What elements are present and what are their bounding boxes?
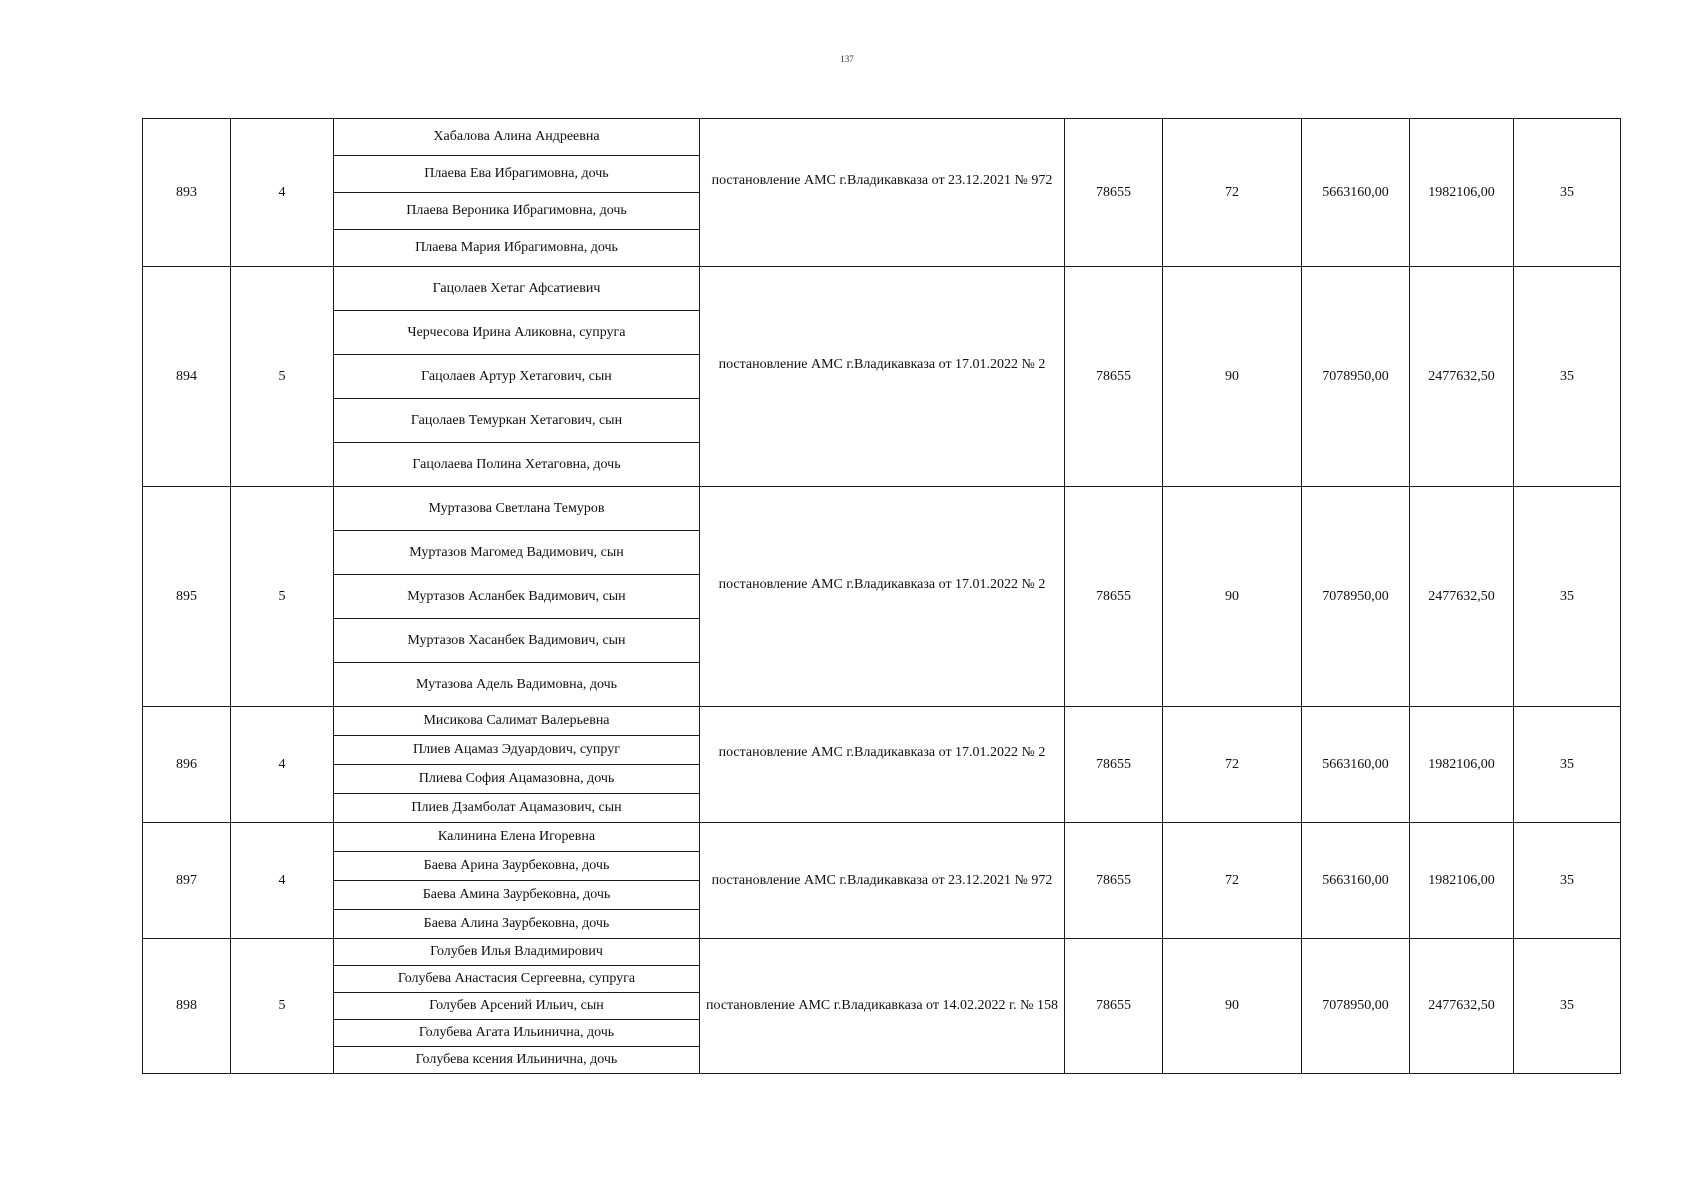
percent-value: 35 bbox=[1514, 823, 1621, 939]
member-name: Черчесова Ирина Аликовна, супруга bbox=[334, 311, 700, 355]
area-value: 72 bbox=[1163, 823, 1302, 939]
member-name: Голубев Арсений Ильич, сын bbox=[334, 993, 700, 1020]
record-number: 895 bbox=[143, 487, 231, 707]
decree-reference: постановление АМС г.Владикавказа от 23.12.2021 № 972 bbox=[700, 823, 1065, 939]
member-name: Голубева ксения Ильинична, дочь bbox=[334, 1047, 700, 1074]
table-row bbox=[143, 707, 1621, 736]
member-name: Голубева Агата Ильинична, дочь bbox=[334, 1020, 700, 1047]
payment-value: 1982106,00 bbox=[1410, 707, 1514, 823]
member-name: Голубева Анастасия Сергеевна, супруга bbox=[334, 966, 700, 993]
percent-value: 35 bbox=[1514, 119, 1621, 267]
member-name: Мутазова Адель Вадимовна, дочь bbox=[334, 663, 700, 707]
table-row bbox=[143, 823, 1621, 852]
payment-value: 1982106,00 bbox=[1410, 823, 1514, 939]
decree-reference: постановление АМС г.Владикавказа от 14.02.2022 г. № 158 bbox=[700, 939, 1065, 1074]
table-row bbox=[143, 119, 1621, 156]
cost-value: 5663160,00 bbox=[1302, 707, 1410, 823]
member-name: Плиев Ацамаз Эдуардович, супруг bbox=[334, 736, 700, 765]
member-name: Хабалова Алина Андреевна bbox=[334, 119, 700, 156]
decree-reference: постановление АМС г.Владикавказа от 17.01.2022 № 2 bbox=[700, 707, 1065, 823]
decree-reference: постановление АМС г.Владикавказа от 23.12.2021 № 972 bbox=[700, 119, 1065, 267]
member-name: Плиев Дзамболат Ацамазович, сын bbox=[334, 794, 700, 823]
member-name: Плаева Вероника Ибрагимовна, дочь bbox=[334, 193, 700, 230]
member-name: Баева Арина Заурбековна, дочь bbox=[334, 852, 700, 881]
member-name: Гацолаева Полина Хетаговна, дочь bbox=[334, 443, 700, 487]
registry-table bbox=[142, 118, 1621, 1074]
norm-value: 78655 bbox=[1065, 823, 1163, 939]
member-name: Гацолаев Темуркан Хетагович, сын bbox=[334, 399, 700, 443]
decree-reference: постановление АМС г.Владикавказа от 17.01.2022 № 2 bbox=[700, 487, 1065, 707]
member-name: Плиева София Ацамазовна, дочь bbox=[334, 765, 700, 794]
family-size: 4 bbox=[231, 119, 334, 267]
norm-value: 78655 bbox=[1065, 267, 1163, 487]
member-name: Муртазов Магомед Вадимович, сын bbox=[334, 531, 700, 575]
cost-value: 5663160,00 bbox=[1302, 119, 1410, 267]
member-name: Мисикова Салимат Валерьевна bbox=[334, 707, 700, 736]
record-number: 897 bbox=[143, 823, 231, 939]
member-name: Голубев Илья Владимирович bbox=[334, 939, 700, 966]
cost-value: 7078950,00 bbox=[1302, 939, 1410, 1074]
table-row bbox=[143, 267, 1621, 311]
table-row bbox=[143, 939, 1621, 966]
record-number: 898 bbox=[143, 939, 231, 1074]
norm-value: 78655 bbox=[1065, 487, 1163, 707]
member-name: Калинина Елена Игоревна bbox=[334, 823, 700, 852]
percent-value: 35 bbox=[1514, 939, 1621, 1074]
member-name: Муртазов Асланбек Вадимович, сын bbox=[334, 575, 700, 619]
family-size: 5 bbox=[231, 939, 334, 1074]
member-name: Гацолаев Артур Хетагович, сын bbox=[334, 355, 700, 399]
record-number: 896 bbox=[143, 707, 231, 823]
payment-value: 1982106,00 bbox=[1410, 119, 1514, 267]
area-value: 90 bbox=[1163, 939, 1302, 1074]
area-value: 72 bbox=[1163, 119, 1302, 267]
member-name: Муртазова Светлана Темуров bbox=[334, 487, 700, 531]
family-size: 4 bbox=[231, 707, 334, 823]
area-value: 90 bbox=[1163, 267, 1302, 487]
cost-value: 7078950,00 bbox=[1302, 267, 1410, 487]
table-row bbox=[143, 487, 1621, 531]
page-number: 137 bbox=[840, 54, 854, 64]
payment-value: 2477632,50 bbox=[1410, 939, 1514, 1074]
norm-value: 78655 bbox=[1065, 119, 1163, 267]
area-value: 72 bbox=[1163, 707, 1302, 823]
decree-reference: постановление АМС г.Владикавказа от 17.01.2022 № 2 bbox=[700, 267, 1065, 487]
record-number: 894 bbox=[143, 267, 231, 487]
family-size: 5 bbox=[231, 267, 334, 487]
cost-value: 5663160,00 bbox=[1302, 823, 1410, 939]
record-number: 893 bbox=[143, 119, 231, 267]
member-name: Плаева Мария Ибрагимовна, дочь bbox=[334, 230, 700, 267]
family-size: 5 bbox=[231, 487, 334, 707]
norm-value: 78655 bbox=[1065, 707, 1163, 823]
area-value: 90 bbox=[1163, 487, 1302, 707]
percent-value: 35 bbox=[1514, 487, 1621, 707]
member-name: Баева Алина Заурбековна, дочь bbox=[334, 910, 700, 939]
norm-value: 78655 bbox=[1065, 939, 1163, 1074]
percent-value: 35 bbox=[1514, 267, 1621, 487]
payment-value: 2477632,50 bbox=[1410, 487, 1514, 707]
member-name: Муртазов Хасанбек Вадимович, сын bbox=[334, 619, 700, 663]
member-name: Гацолаев Хетаг Афсатиевич bbox=[334, 267, 700, 311]
percent-value: 35 bbox=[1514, 707, 1621, 823]
member-name: Баева Амина Заурбековна, дочь bbox=[334, 881, 700, 910]
cost-value: 7078950,00 bbox=[1302, 487, 1410, 707]
payment-value: 2477632,50 bbox=[1410, 267, 1514, 487]
member-name: Плаева Ева Ибрагимовна, дочь bbox=[334, 156, 700, 193]
family-size: 4 bbox=[231, 823, 334, 939]
